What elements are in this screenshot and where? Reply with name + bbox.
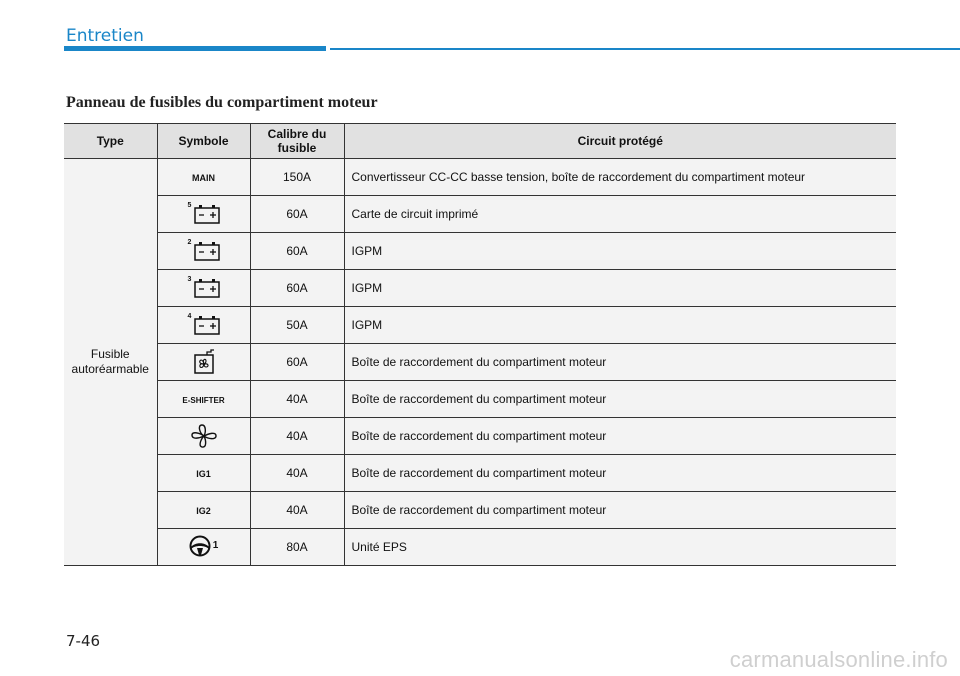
table-row xyxy=(64,307,896,344)
symbol-eshifter-label: E-SHIFTER xyxy=(182,396,225,405)
battery-number: 3 xyxy=(187,276,192,283)
circuit-cell: Boîte de raccordement du compartiment moteur xyxy=(344,344,896,381)
header-rule-thin xyxy=(330,48,960,50)
circuit-cell: Boîte de raccordement du compartiment moteur xyxy=(344,381,896,418)
symbol-cell xyxy=(157,381,250,418)
fuse-table xyxy=(64,123,896,566)
col-header-rating: Calibre du fusible xyxy=(250,124,344,159)
symbol-cell xyxy=(157,159,250,196)
eps-number: 1 xyxy=(212,540,219,551)
symbol-cell xyxy=(157,233,250,270)
rating-cell: 40A xyxy=(250,418,344,455)
circuit-cell: Boîte de raccordement du compartiment moteur xyxy=(344,492,896,529)
symbol-cell xyxy=(157,270,250,307)
symbol-ig1-label: IG1 xyxy=(196,469,211,479)
page-heading: Panneau de fusibles du compartiment moteur xyxy=(66,94,378,111)
battery-icon xyxy=(186,240,222,262)
battery-number: 2 xyxy=(187,239,192,246)
rating-cell: 150A xyxy=(250,159,344,196)
radiator-fan-icon xyxy=(191,349,217,375)
table-row xyxy=(64,529,896,566)
circuit-cell: Convertisseur CC-CC basse tension, boîte de raccordement du compartiment moteur xyxy=(344,159,896,196)
table-row xyxy=(64,418,896,455)
watermark: carmanualsonline.info xyxy=(729,647,948,672)
col-header-type: Type xyxy=(64,124,157,159)
symbol-cell xyxy=(157,492,250,529)
symbol-cell xyxy=(157,455,250,492)
table-row xyxy=(64,233,896,270)
rating-cell: 60A xyxy=(250,233,344,270)
circuit-cell: Unité EPS xyxy=(344,529,896,566)
rating-cell: 60A xyxy=(250,344,344,381)
rating-cell: 60A xyxy=(250,196,344,233)
eps-symbol xyxy=(189,535,219,557)
blower-fan-icon xyxy=(190,423,218,449)
circuit-cell: Carte de circuit imprimé xyxy=(344,196,896,233)
symbol-cell xyxy=(157,529,250,566)
circuit-cell: IGPM xyxy=(344,270,896,307)
steering-wheel-icon xyxy=(189,535,211,557)
rating-cell: 60A xyxy=(250,270,344,307)
table-row xyxy=(64,344,896,381)
fuse-type-cell: Fusible autoréarmable xyxy=(64,159,157,566)
symbol-cell xyxy=(157,344,250,381)
rating-cell: 40A xyxy=(250,455,344,492)
table-row xyxy=(64,196,896,233)
rating-cell: 40A xyxy=(250,492,344,529)
table-row xyxy=(64,270,896,307)
rating-cell: 50A xyxy=(250,307,344,344)
rating-cell: 80A xyxy=(250,529,344,566)
circuit-cell: Boîte de raccordement du compartiment moteur xyxy=(344,418,896,455)
battery-icon xyxy=(186,203,222,225)
section-title: Entretien xyxy=(66,26,144,46)
symbol-main-label: MAIN xyxy=(192,173,215,183)
table-row xyxy=(64,492,896,529)
rating-cell: 40A xyxy=(250,381,344,418)
table-header-row xyxy=(64,124,896,159)
col-header-circuit: Circuit protégé xyxy=(344,124,896,159)
page-number: 7-46 xyxy=(66,632,101,650)
symbol-cell xyxy=(157,418,250,455)
table-row xyxy=(64,381,896,418)
battery-number: 5 xyxy=(187,202,192,209)
symbol-cell xyxy=(157,196,250,233)
symbol-cell xyxy=(157,307,250,344)
table-row xyxy=(64,159,896,196)
col-header-symbol: Symbole xyxy=(157,124,250,159)
battery-icon xyxy=(186,314,222,336)
battery-number: 4 xyxy=(187,313,192,320)
table-row xyxy=(64,455,896,492)
circuit-cell: IGPM xyxy=(344,307,896,344)
circuit-cell: Boîte de raccordement du compartiment moteur xyxy=(344,455,896,492)
header-rule-thick xyxy=(64,46,326,51)
circuit-cell: IGPM xyxy=(344,233,896,270)
battery-icon xyxy=(186,277,222,299)
symbol-ig2-label: IG2 xyxy=(196,506,211,516)
